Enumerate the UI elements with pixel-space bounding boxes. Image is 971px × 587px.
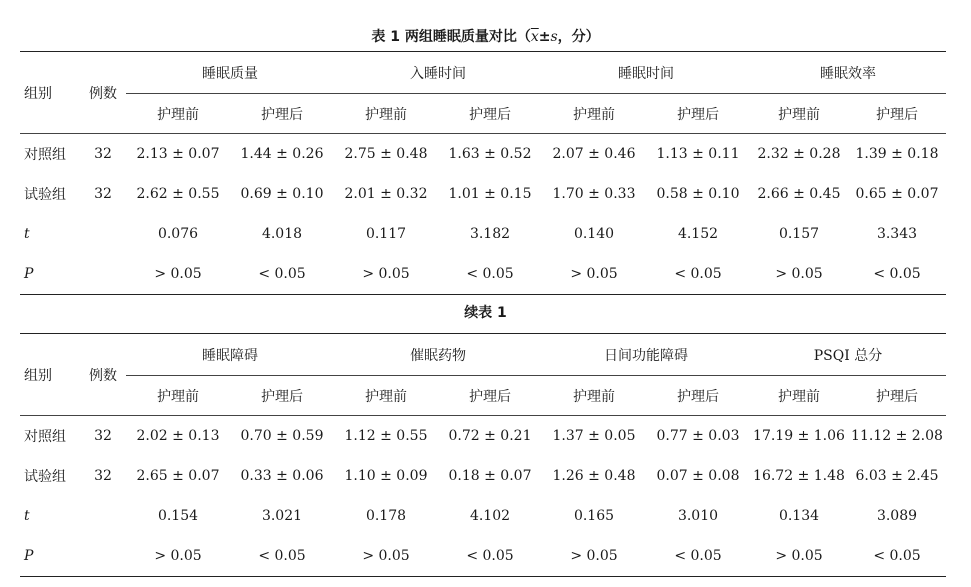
row-count [80,496,126,536]
table2-header-row [20,334,946,376]
table-cell: > 0.05 [542,254,646,295]
table-cell: > 0.05 [334,254,438,295]
table-cell: < 0.05 [646,536,750,577]
table1-subheader-row [20,94,946,134]
table-cell: 3.021 [261,508,303,524]
table-cell: 11.12 ± 2.08 [851,428,943,444]
table-cell: 0.58 ± 0.10 [656,186,740,202]
table-cell: 2.13 ± 0.07 [136,146,220,162]
table-row [20,536,946,577]
table-cell: > 0.05 [542,536,646,577]
table-cell: 2.62 ± 0.55 [136,186,220,202]
group-header: 催眠药物 [334,334,542,376]
table1-header-row [20,52,946,94]
table-cell: 2.65 ± 0.07 [136,468,220,484]
table-cell: 4.102 [469,508,511,524]
row-label: P [20,254,80,295]
table-cell: 3.182 [469,226,511,242]
table-cell: > 0.05 [750,536,848,577]
table-cell: 1.37 ± 0.05 [552,428,636,444]
table-cell: 16.72 ± 1.48 [753,468,845,484]
table-cell: 0.117 [365,226,407,242]
table-cell: 1.63 ± 0.52 [448,146,532,162]
after-header: 护理后 [438,376,542,416]
table-cell: 1.10 ± 0.09 [344,468,428,484]
table-cell: 2.66 ± 0.45 [757,186,841,202]
count-column-header: 例数 [80,52,126,134]
table-row [20,456,946,496]
table-cell: 1.44 ± 0.26 [240,146,324,162]
table-cell: > 0.05 [750,254,848,295]
after-header: 护理后 [646,376,750,416]
row-count [80,536,126,577]
plus-minus-symbol: ± [538,29,551,45]
table-cell: 0.140 [573,226,615,242]
group-header: PSQI 总分 [750,334,946,376]
table1-title [0,27,971,47]
table-cell: 0.178 [365,508,407,524]
row-label: 试验组 [24,469,66,485]
table-cell: 6.03 ± 2.45 [855,468,939,484]
group-header: 睡眠时间 [542,52,750,94]
table-cell: 0.69 ± 0.10 [240,186,324,202]
before-header: 护理前 [750,376,848,416]
table-cell: 0.18 ± 0.07 [448,468,532,484]
group-header: 日间功能障碍 [542,334,750,376]
mean-symbol: $\overline{x}$ [530,29,539,45]
table1-title-suffix: ，分） [557,29,600,45]
table-cell: 1.01 ± 0.15 [448,186,532,202]
group-column-header: 组别 [20,334,80,416]
table-cell: 2.32 ± 0.28 [757,146,841,162]
table2 [20,333,946,577]
table-row [20,214,946,254]
row-label: t [24,508,30,524]
after-header: 护理后 [438,94,542,134]
table-row [20,254,946,295]
table-cell: 0.157 [778,226,820,242]
table-cell: 3.089 [876,508,918,524]
table-cell: 1.12 ± 0.55 [344,428,428,444]
table-cell: 4.018 [261,226,303,242]
table-cell: 0.70 ± 0.59 [240,428,324,444]
group-header: 睡眠障碍 [126,334,334,376]
table-cell: 17.19 ± 1.06 [753,428,845,444]
table-cell: > 0.05 [126,536,230,577]
table-cell: > 0.05 [126,254,230,295]
table-cell: < 0.05 [848,254,946,295]
group-header: 睡眠质量 [126,52,334,94]
after-header: 护理后 [848,94,946,134]
row-label: 对照组 [24,147,66,163]
table-cell: > 0.05 [334,536,438,577]
sd-symbol: s [550,29,558,45]
table-row [20,134,946,175]
group-column-header: 组别 [20,52,80,134]
table-row [20,496,946,536]
table-cell: 0.65 ± 0.07 [855,186,939,202]
table-cell: < 0.05 [646,254,750,295]
row-label: P [20,536,80,577]
row-count: 32 [94,428,112,444]
table-cell: < 0.05 [230,254,334,295]
table-cell: 2.75 ± 0.48 [344,146,428,162]
before-header: 护理前 [542,376,646,416]
table-cell: 2.02 ± 0.13 [136,428,220,444]
table-cell: 0.72 ± 0.21 [448,428,532,444]
table-cell: 0.07 ± 0.08 [656,468,740,484]
table2-subheader-row [20,376,946,416]
before-header: 护理前 [126,94,230,134]
row-count [80,254,126,295]
table-cell: 1.70 ± 0.33 [552,186,636,202]
table-cell: 0.77 ± 0.03 [656,428,740,444]
table-cell: < 0.05 [230,536,334,577]
table-cell: 0.076 [157,226,199,242]
group-header: 睡眠效率 [750,52,946,94]
after-header: 护理后 [848,376,946,416]
before-header: 护理前 [750,94,848,134]
table-cell: 3.010 [677,508,719,524]
table-cell: < 0.05 [848,536,946,577]
row-label: 对照组 [24,429,66,445]
row-count: 32 [94,186,112,202]
after-header: 护理后 [646,94,750,134]
before-header: 护理前 [334,94,438,134]
table-cell: 0.154 [157,508,199,524]
table-cell: 1.39 ± 0.18 [855,146,939,162]
table1-title-prefix: 表 1 两组睡眠质量对比（ [371,29,531,45]
table-row [20,174,946,214]
table-cell: 3.343 [876,226,918,242]
table-cell: 0.165 [573,508,615,524]
after-header: 护理后 [230,376,334,416]
table-cell: 2.07 ± 0.46 [552,146,636,162]
table1 [20,51,946,295]
table-cell: 0.33 ± 0.06 [240,468,324,484]
row-count [80,214,126,254]
table-row [20,416,946,457]
before-header: 护理前 [126,376,230,416]
table-cell: 0.134 [778,508,820,524]
before-header: 护理前 [334,376,438,416]
row-count: 32 [94,146,112,162]
table-cell: < 0.05 [438,254,542,295]
group-header: 入睡时间 [334,52,542,94]
row-label: 试验组 [24,187,66,203]
row-label: t [24,226,30,242]
table2-title: 续表 1 [464,305,507,321]
before-header: 护理前 [542,94,646,134]
table-cell: 1.26 ± 0.48 [552,468,636,484]
count-column-header: 例数 [80,334,126,416]
table-cell: 1.13 ± 0.11 [656,146,740,162]
table-cell: 4.152 [677,226,719,242]
row-count: 32 [94,468,112,484]
table-cell: 2.01 ± 0.32 [344,186,428,202]
after-header: 护理后 [230,94,334,134]
table-cell: < 0.05 [438,536,542,577]
